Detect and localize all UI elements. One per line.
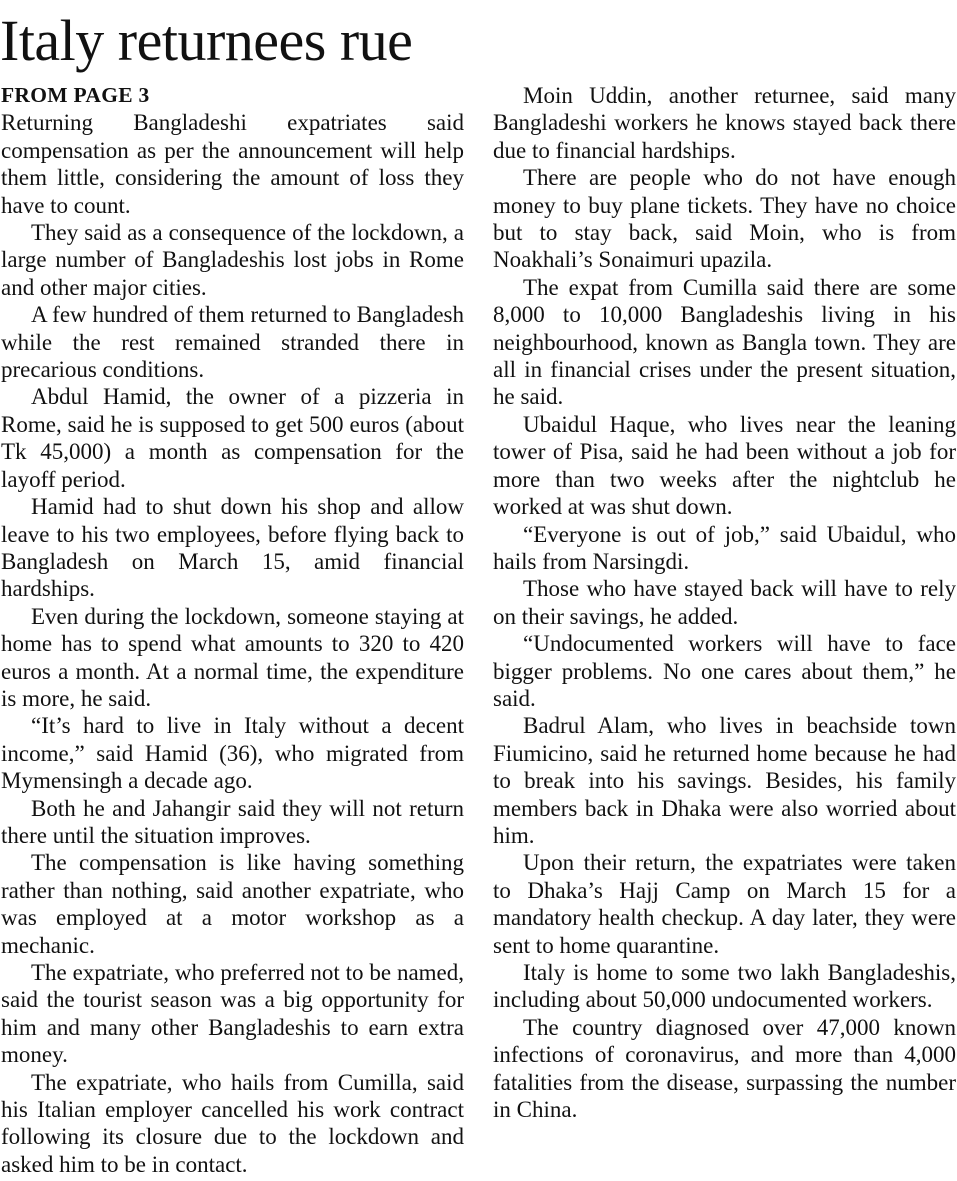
paragraph: Those who have stayed back will have to rely on their savings, he added.	[493, 576, 956, 629]
paragraph: Ubaidul Haque, who lives near the leaning tower of Pisa, said he had been without a job for more than two weeks after the nightclub he worked at was shut down.	[493, 411, 956, 520]
paragraph: Returning Bangladeshi expatriates said compensation as per the announcement will help them little, considering the amount of loss they have to count.	[1, 110, 464, 218]
paragraph: The expatriate, who hails from Cumilla, said his Italian employer cancelled his work contract following its closure due to the lockdown and asked him to be in contact.	[1, 1069, 464, 1177]
paragraph: Moin Uddin, another returnee, said many Bangladeshi workers he knows stayed back there due to financial hardships.	[493, 83, 956, 163]
paragraph: There are people who do not have enough money to buy plane tickets. They have no choice but to stay back, said Moin, who is from Noakhali’s Sonaimuri upazila.	[493, 165, 956, 273]
paragraph: Hamid had to shut down his shop and allow leave to his two employees, before flying back to Bangladesh on March 15, amid financial hardships.	[1, 494, 464, 602]
paragraph: Italy is home to some two lakh Bangladeshis, including about 50,000 undocumented workers.	[493, 960, 956, 1013]
paragraph: Badrul Alam, who lives in beachside town Fiumicino, said he returned home because he had to break into his savings. Besides, his family members back in Dhaka were also worried about him.	[493, 713, 956, 848]
article-column-left	[1, 82, 464, 1178]
paragraph: Abdul Hamid, the owner of a pizzeria in Rome, said he is supposed to get 500 euros (about Tk 45,000) a month as compensation for the layoff period.	[1, 384, 464, 492]
paragraph: The expatriate, who preferred not to be named, said the tourist season was a big opportunity for him and many other Bangladeshis to earn extra money.	[1, 960, 464, 1068]
paragraph: Upon their return, the expatriates were taken to Dhaka’s Hajj Camp on March 15 for a mandatory health checkup. A day later, they were sent to home quarantine.	[493, 850, 956, 958]
jump-line: FROM PAGE 3	[1, 83, 150, 107]
paragraph: The expat from Cumilla said there are some 8,000 to 10,000 Bangladeshis living in his neighbourhood, known as Bangla town. They are all in financial crises under the present situation, he said.	[493, 274, 956, 410]
paragraph: They said as a consequence of the lockdown, a large number of Bangladeshis lost jobs in Rome and other major cities.	[1, 220, 464, 300]
paragraph: Both he and Jahangir said they will not return there until the situation improves.	[1, 795, 464, 848]
headline: Italy returnees rue	[0, 8, 413, 73]
paragraph: “Everyone is out of job,” said Ubaidul, who hails from Narsingdi.	[493, 521, 956, 574]
paragraph: The compensation is like having something rather than nothing, said another expatriate, who was employed at a motor workshop as a mechanic.	[1, 850, 464, 958]
paragraph: Even during the lockdown, someone staying at home has to spend what amounts to 320 to 420 euros a month. At a normal time, the expenditure is more, he said.	[1, 603, 464, 711]
paragraph: A few hundred of them returned to Bangladesh while the rest remained stranded there in precarious conditions.	[1, 302, 464, 383]
paragraph: “It’s hard to live in Italy without a decent income,” said Hamid (36), who migrated from Mymensingh a decade ago.	[1, 713, 464, 794]
paragraph: “Undocumented workers will have to face bigger problems. No one cares about them,” he said.	[493, 631, 956, 711]
paragraph: The country diagnosed over 47,000 known infections of coronavirus, and more than 4,000 fatalities from the disease, surpassing the number in China.	[493, 1014, 956, 1123]
article-column-right	[493, 82, 956, 1123]
